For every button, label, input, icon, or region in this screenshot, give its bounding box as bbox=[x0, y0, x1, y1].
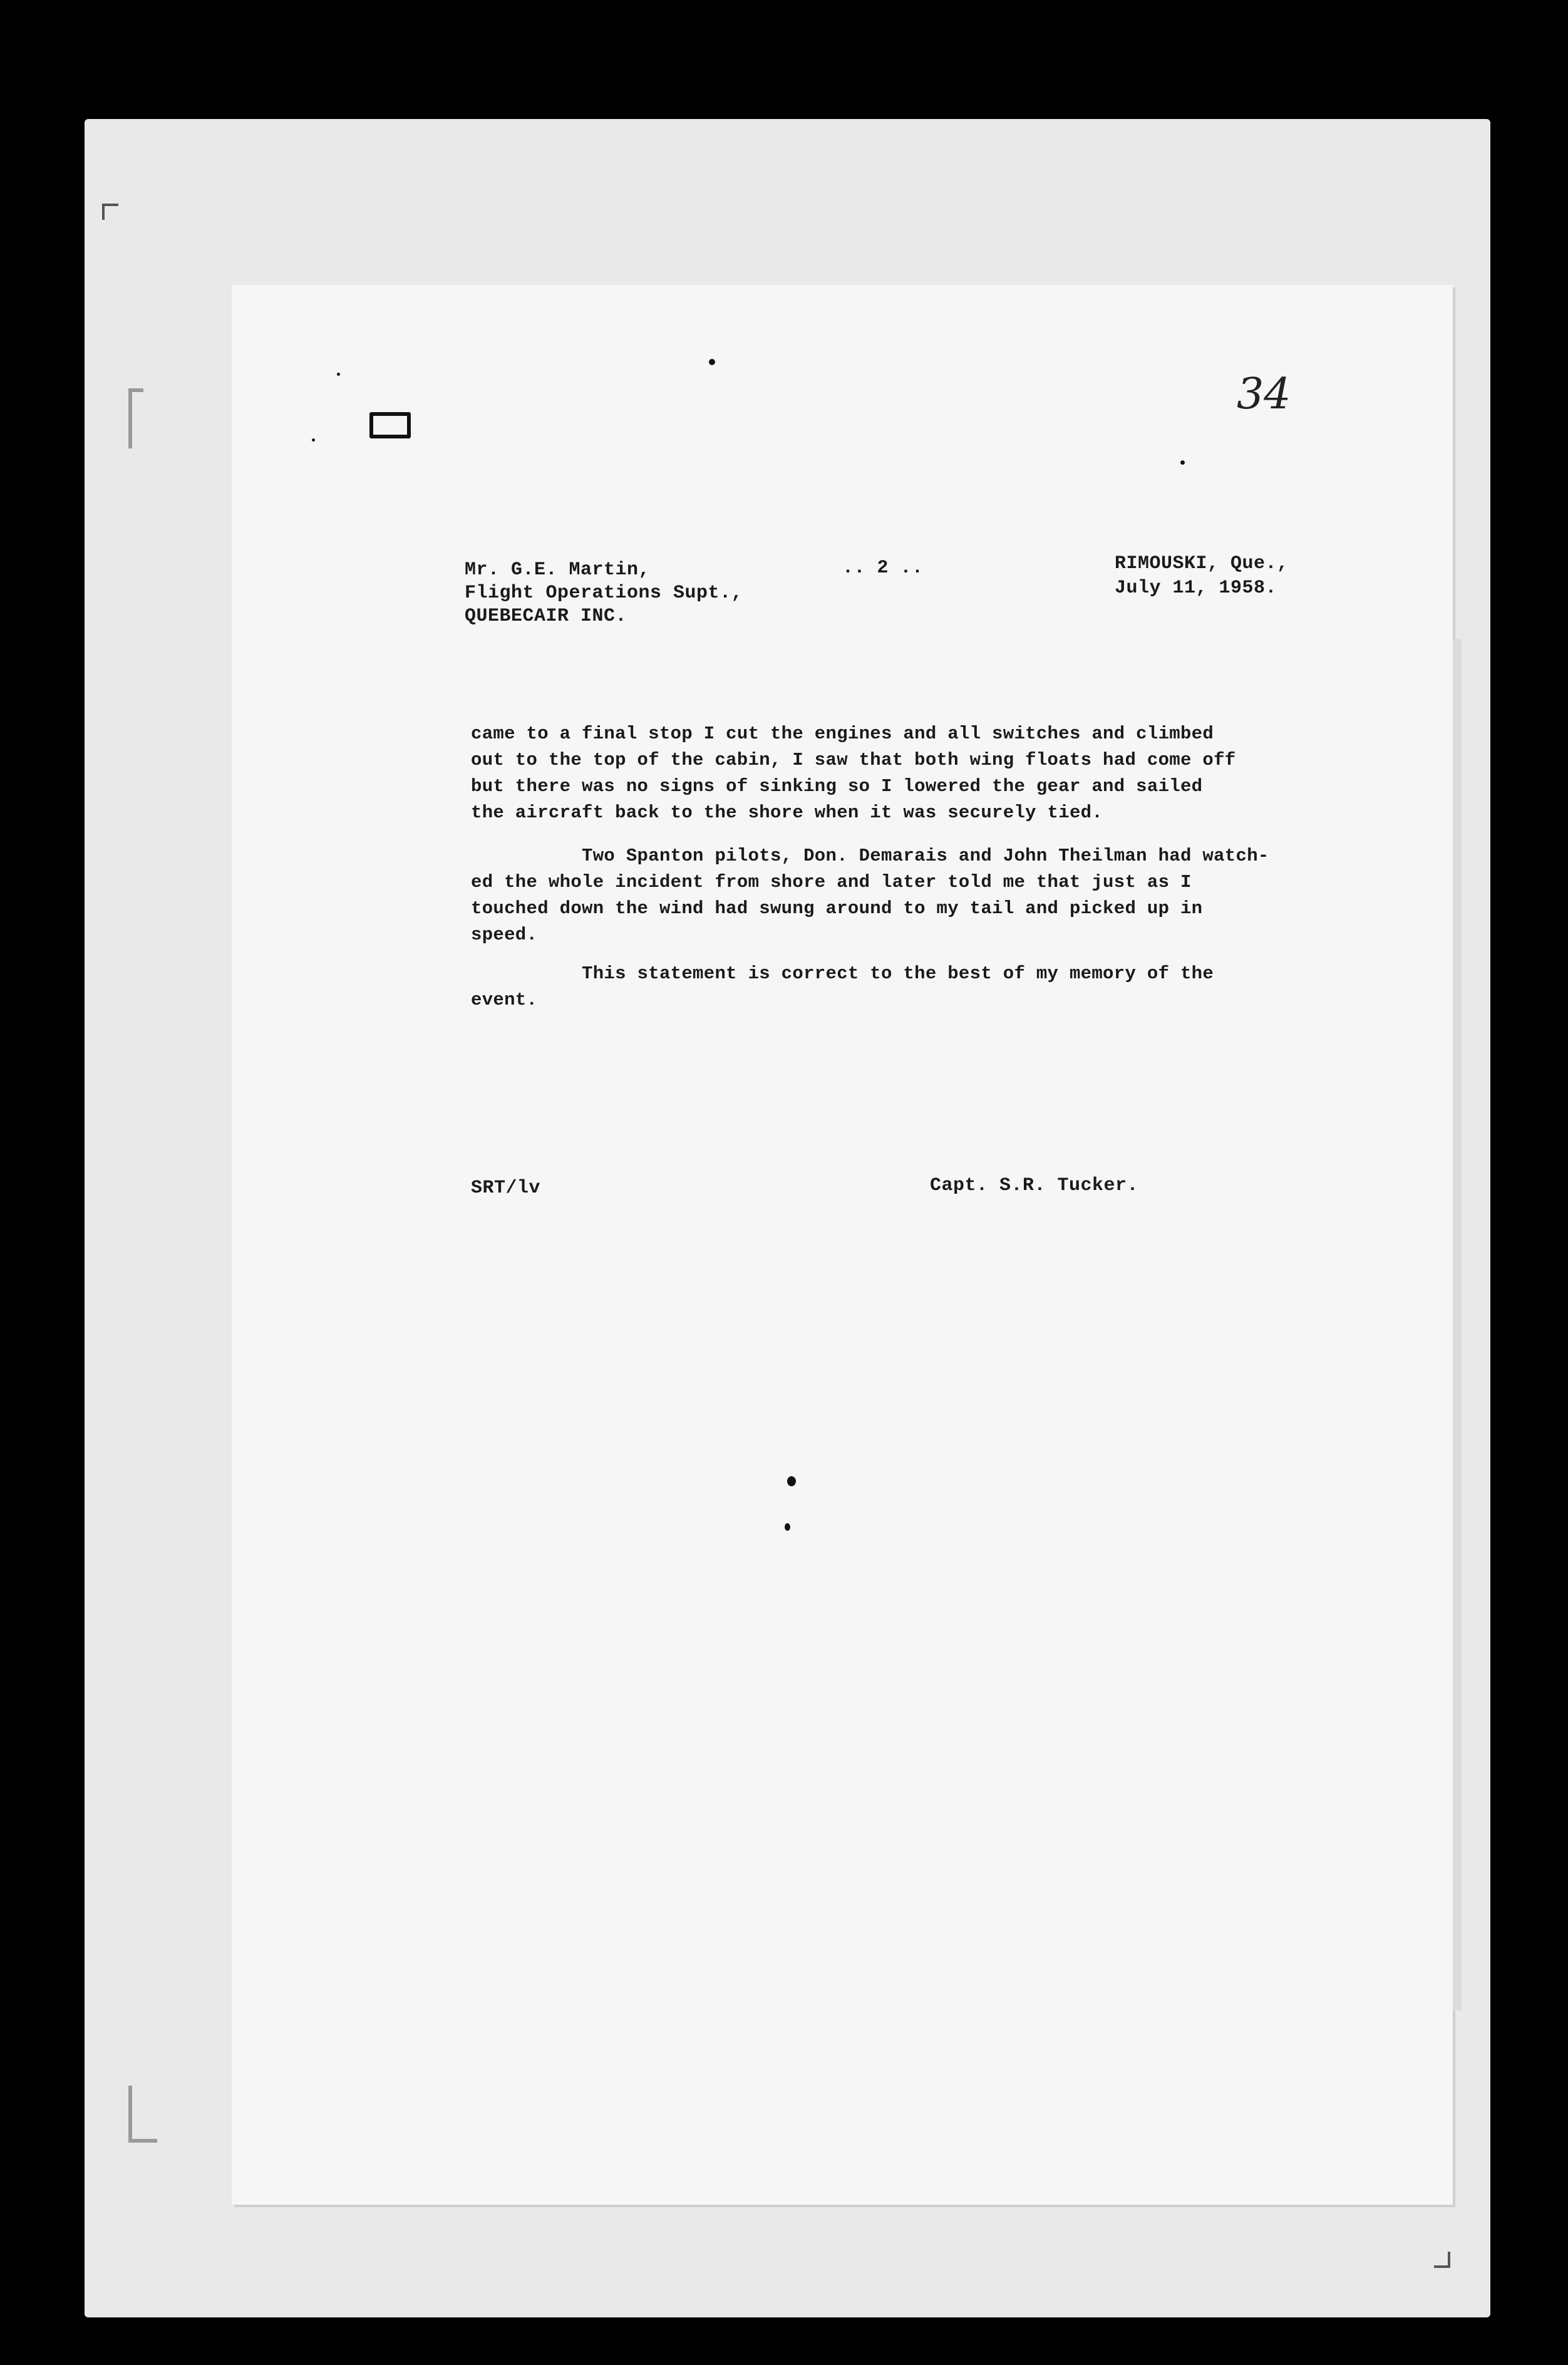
frame-corner-top-left bbox=[102, 204, 118, 220]
body-line: out to the top of the cabin, I saw that both wing floats had come off bbox=[471, 750, 1236, 770]
signature-line: Capt. S.R. Tucker. bbox=[930, 1175, 1139, 1196]
body-line: Two Spanton pilots, Don. Demarais and John Theilman had watch- bbox=[471, 846, 1269, 866]
frame-bracket-left-top bbox=[128, 388, 143, 448]
body-line: event. bbox=[471, 990, 538, 1010]
body-line: ed the whole incident from shore and later told me that just as I bbox=[471, 872, 1192, 893]
ink-speck bbox=[709, 359, 715, 365]
body-line: but there was no signs of sinking so I lowered the gear and sailed bbox=[471, 776, 1203, 797]
ink-speck bbox=[312, 438, 315, 442]
addressee-line: Mr. G.E. Martin, bbox=[465, 559, 651, 581]
frame-corner-bottom-right bbox=[1434, 2252, 1450, 2268]
ink-speck bbox=[787, 1476, 796, 1486]
addressee-line: QUEBECAIR INC. bbox=[465, 606, 627, 627]
frame-bracket-left-bottom bbox=[128, 2086, 157, 2143]
ink-speck bbox=[785, 1523, 790, 1531]
body-line: touched down the wind had swung around to my tail and picked up in bbox=[471, 898, 1203, 919]
place-line: RIMOUSKI, Que., bbox=[1115, 553, 1289, 574]
body-line: came to a final stop I cut the engines and all switches and climbed bbox=[471, 723, 1214, 744]
body-line: the aircraft back to the shore when it was securely tied. bbox=[471, 802, 1103, 823]
date-line: July 11, 1958. bbox=[1115, 577, 1277, 599]
paper-edge bbox=[1453, 639, 1462, 2011]
body-line: speed. bbox=[471, 924, 538, 945]
reference-initials: SRT/lv bbox=[471, 1177, 541, 1199]
page-marker: .. 2 .. bbox=[842, 557, 924, 579]
ink-speck bbox=[1180, 460, 1185, 465]
addressee-line: Flight Operations Supt., bbox=[465, 582, 743, 604]
page-number: 34 bbox=[1237, 370, 1291, 419]
body-line: This statement is correct to the best of my memory of the bbox=[471, 963, 1214, 984]
ink-speck bbox=[337, 373, 340, 376]
paper-clip-mark bbox=[369, 412, 411, 438]
